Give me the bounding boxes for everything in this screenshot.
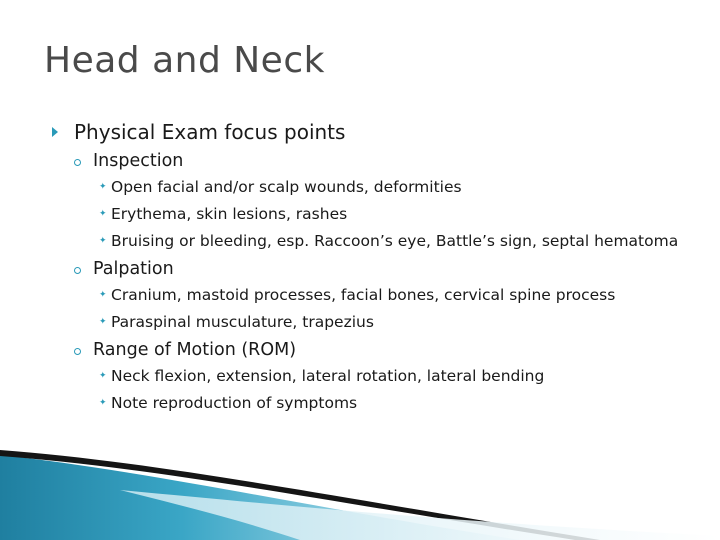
list-item [52, 285, 702, 306]
list-item-text: Neck flexion, extension, lateral rotation, lateral bending [111, 367, 545, 385]
list-item [52, 312, 702, 333]
section-heading-text: Inspection [93, 151, 184, 171]
small-star-bullet-icon: ✦ [99, 209, 107, 219]
section-heading-text: Palpation [93, 259, 174, 279]
list-item [52, 177, 702, 198]
slide-content [52, 119, 702, 420]
section-heading-inspection [52, 150, 702, 173]
small-star-bullet-icon: ✦ [99, 236, 107, 246]
section-heading-range-of-motion [52, 339, 702, 362]
hollow-circle-bullet-icon [74, 159, 81, 166]
small-star-bullet-icon: ✦ [99, 182, 107, 192]
list-item-text: Erythema, skin lesions, rashes [111, 205, 348, 223]
hollow-circle-bullet-icon [74, 348, 81, 355]
list-item-text: Paraspinal musculature, trapezius [111, 313, 374, 331]
bottom-wave-decoration [0, 450, 720, 540]
hollow-circle-bullet-icon [74, 267, 81, 274]
list-item [52, 393, 702, 414]
list-item-text: Open facial and/or scalp wounds, deformities [111, 178, 462, 196]
list-item-text: Bruising or bleeding, esp. Raccoon’s eye, Battle’s sign, septal hematoma [111, 232, 679, 250]
list-item [52, 231, 702, 252]
list-item-text: Cranium, mastoid processes, facial bones, cervical spine process [111, 286, 616, 304]
section-heading-text: Range of Motion (ROM) [93, 340, 297, 360]
section-heading-palpation [52, 258, 702, 281]
triangle-arrow-icon [52, 127, 58, 137]
small-star-bullet-icon: ✦ [99, 398, 107, 408]
bullet-level1-text: Physical Exam focus points [74, 120, 346, 144]
list-item-text: Note reproduction of symptoms [111, 394, 358, 412]
small-star-bullet-icon: ✦ [99, 317, 107, 327]
small-star-bullet-icon: ✦ [99, 290, 107, 300]
bullet-level1 [52, 119, 702, 145]
list-item [52, 366, 702, 387]
list-item [52, 204, 702, 225]
small-star-bullet-icon: ✦ [99, 371, 107, 381]
slide-title: Head and Neck [44, 40, 325, 81]
